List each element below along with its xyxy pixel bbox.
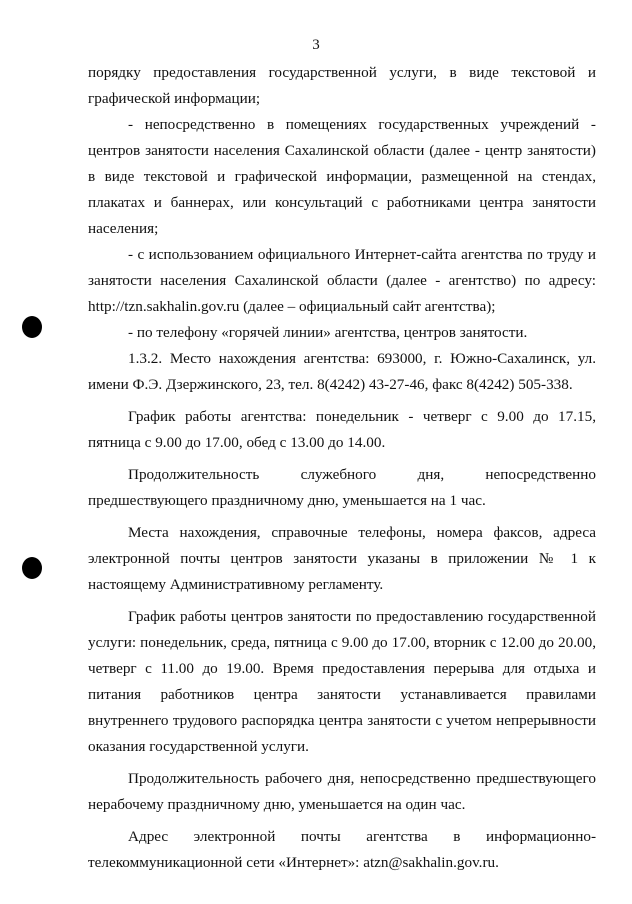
punch-hole-top <box>22 316 42 338</box>
paragraph-info-forms-continuation: порядку предоставления государственной услуги, в виде текстовой и графической информации; <box>88 64 596 107</box>
page-number: 3 <box>312 37 320 53</box>
paragraph-official-website: - с использованием официального Интернет-сайта агентства по труду и занятости населения Сахалинской области (далее - агентство) по адресу: http://tzn.sakhalin.gov.ru (далее – официальный сайт агентства); <box>88 246 596 315</box>
paragraph-agency-email: Адрес электронной почты агентства в информационно-телекоммуникационной сети «Интернет»: atzn@sakhalin.gov.ru. <box>88 828 596 871</box>
paragraph-centers-contacts: Места нахождения, справочные телефоны, номера факсов, адреса электронной почты центров занятости указаны в приложении № 1 к настоящему Административному регламенту. <box>88 524 596 593</box>
document-body <box>88 60 596 876</box>
paragraph-pre-holiday-service-day: Продолжительность служебного дня, непосредственно предшествующего праздничному дню, уменьшается на 1 час. <box>88 466 596 509</box>
punch-hole-bottom <box>22 557 42 579</box>
paragraph-agency-location: 1.3.2. Место нахождения агентства: 693000, г. Южно-Сахалинск, ул. имени Ф.Э. Дзержинского, 23, тел. 8(4242) 43-27-46, факс 8(4242) 505-338. <box>88 350 596 393</box>
paragraph-hotline: - по телефону «горячей линии» агентства, центров занятости. <box>128 324 528 341</box>
paragraph-pre-holiday-working-day: Продолжительность рабочего дня, непосредственно предшествующего нерабочему праздничному дню, уменьшается на один час. <box>88 770 596 813</box>
paragraph-agency-schedule: График работы агентства: понедельник - четверг с 9.00 до 17.15, пятница с 9.00 до 17.00, обед с 13.00 до 14.00. <box>88 408 596 451</box>
paragraph-centers-schedule: График работы центров занятости по предоставлению государственной услуги: понедельник, среда, пятница с 9.00 до 17.00, вторник с 12.00 до 20.00, четверг с 11.00 до 19.00. Время предоставления перерыва для отдыха и питания работников центра занятости устанавливается правилами внутреннего трудового распорядка центра занятости с учетом непрерывности оказания государственной услуги. <box>88 608 596 755</box>
paragraph-employment-centers-premises: - непосредственно в помещениях государственных учреждений - центров занятости населения Сахалинской области (далее - центр занятости) в виде текстовой и графической информации, размещенной на стендах, плакатах и баннерах, или консультаций с работниками центра занятости населения; <box>88 116 596 237</box>
